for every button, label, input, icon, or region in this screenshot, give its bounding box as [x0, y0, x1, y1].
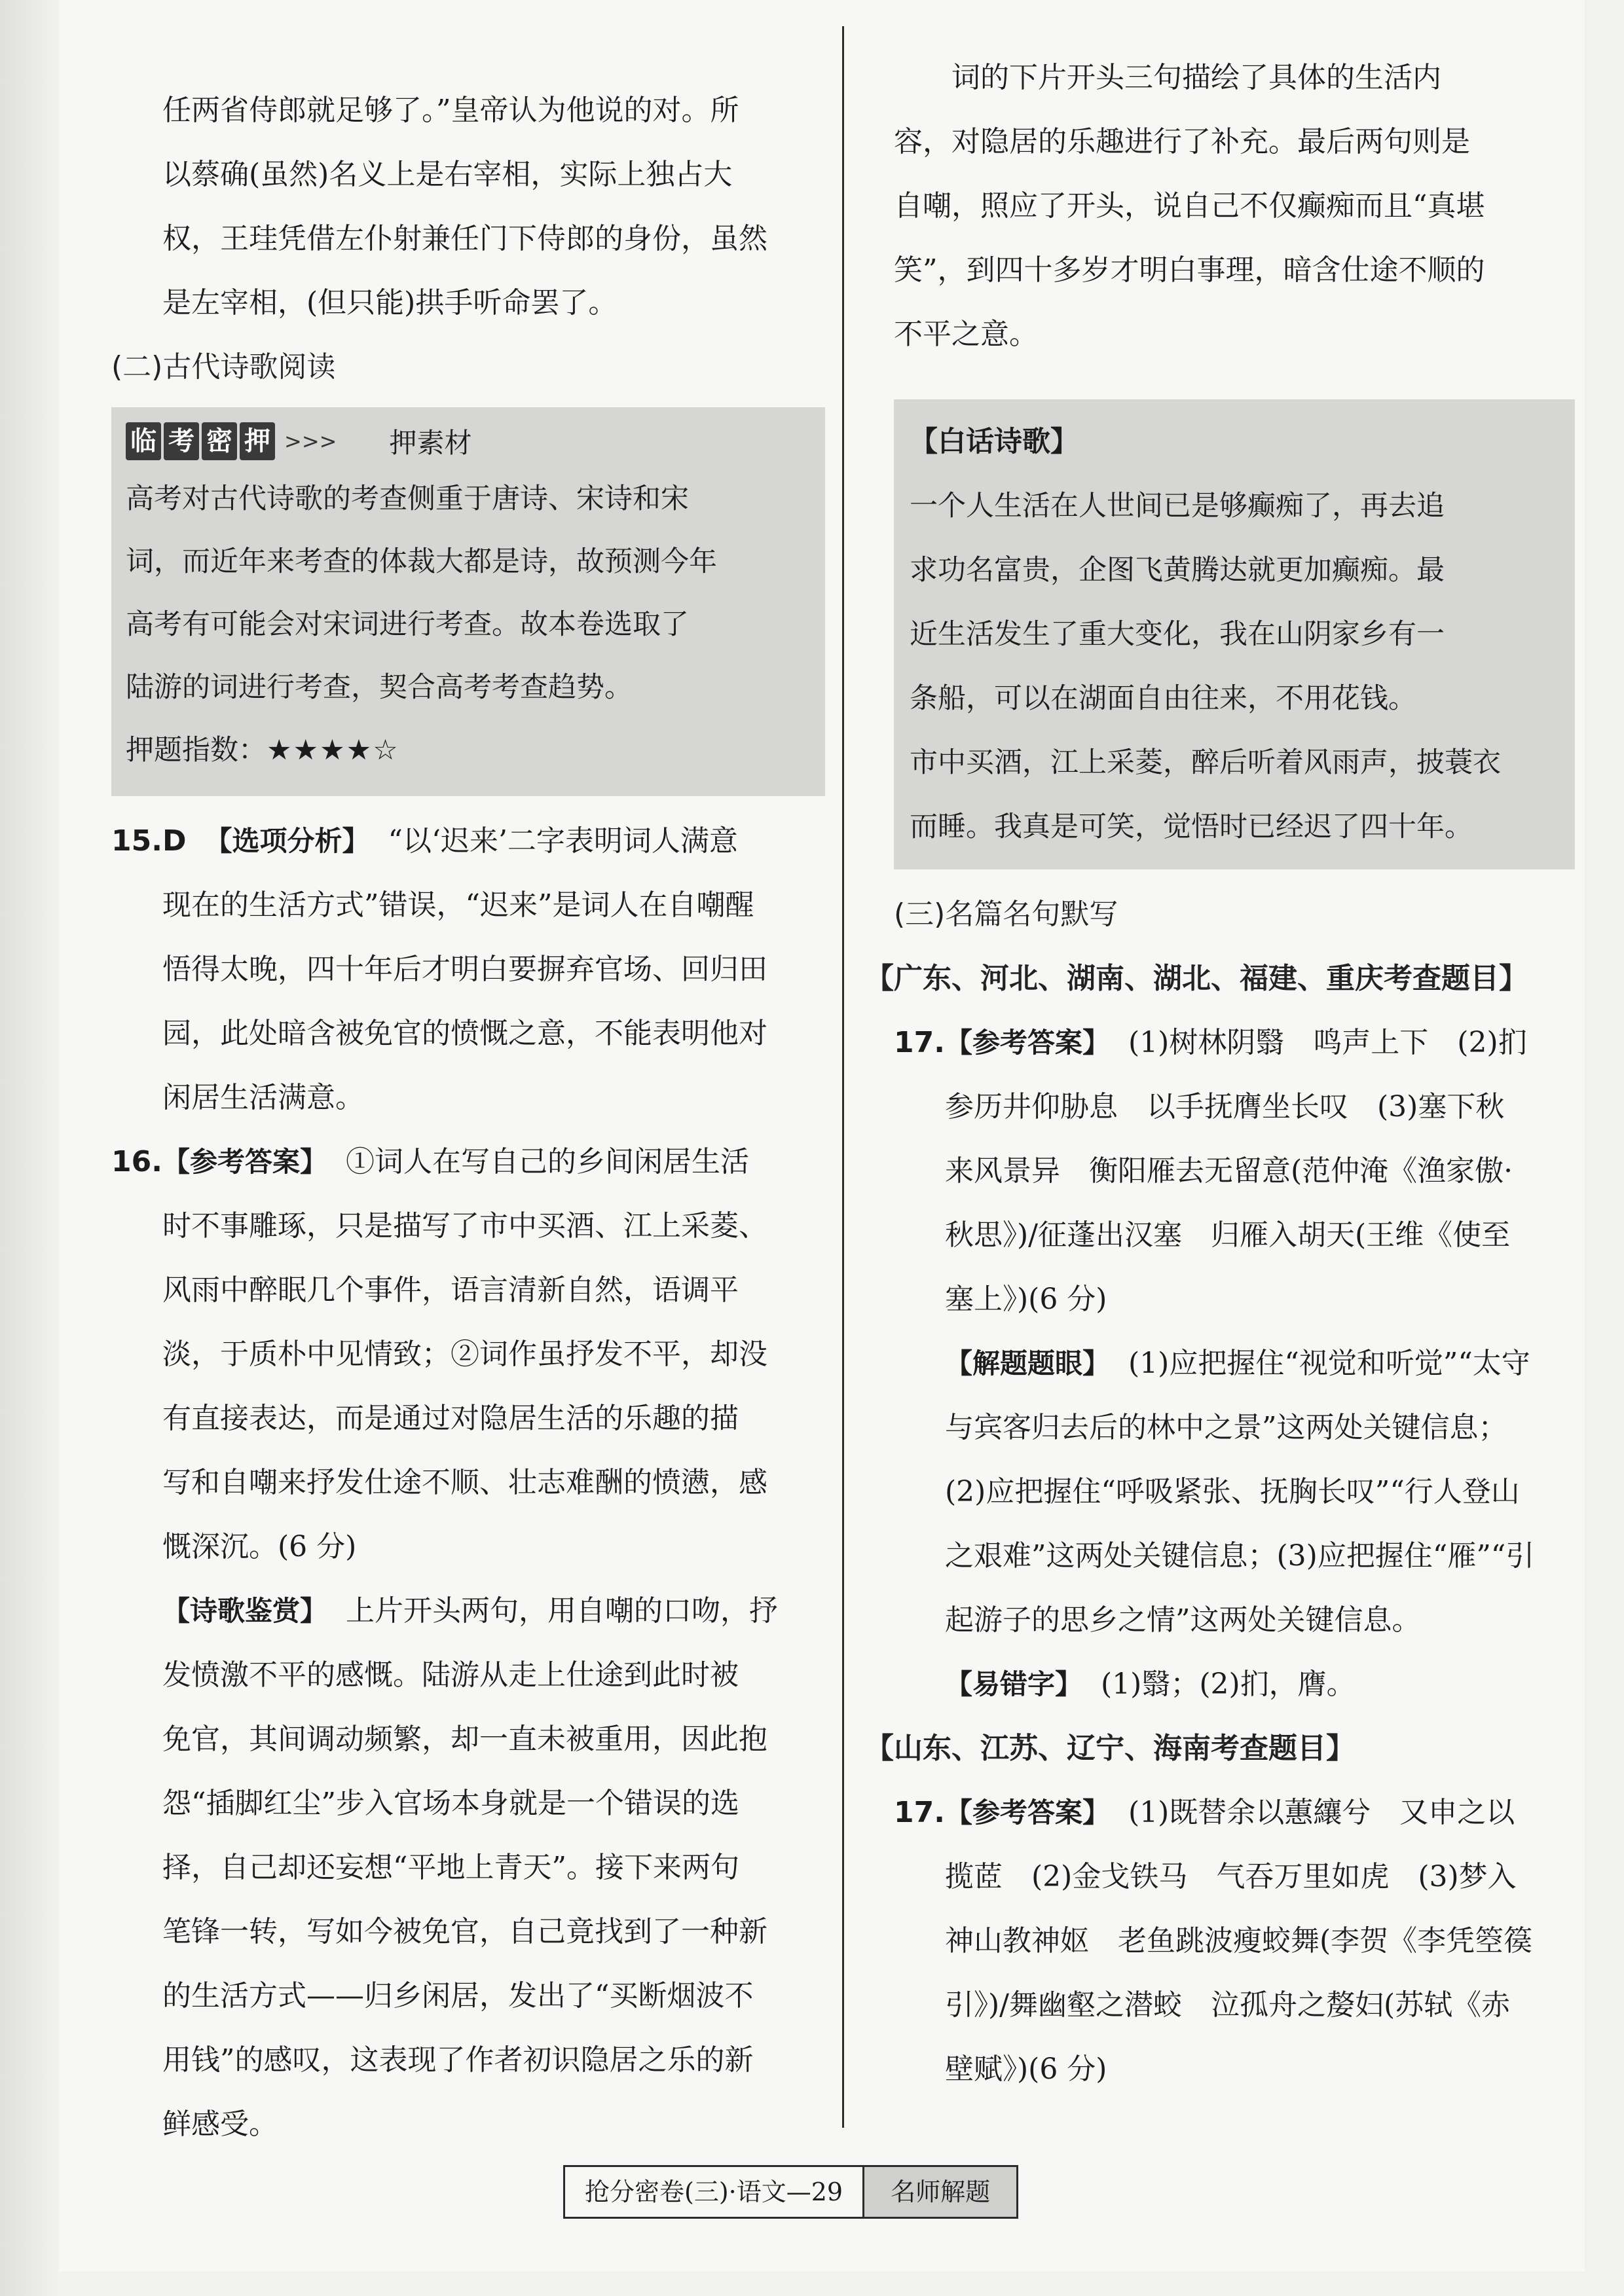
question-number: 16. — [111, 1145, 162, 1178]
text-line: 用钱”的感叹，这表现了作者初识隐居之乐的新 — [162, 2043, 754, 2077]
question-number: 17. — [894, 1026, 945, 1059]
text-line: 来风景异 衡阳雁去无留意(范仲淹《渔家傲· — [945, 1154, 1513, 1188]
text-line: 是左宰相，(但只能)拱手听命罢了。 — [162, 286, 618, 319]
text-line — [111, 809, 825, 873]
column-divider — [842, 26, 844, 2128]
question-17b — [894, 1781, 1575, 2102]
text-line: 悟得太晚，四十年后才明白要摒弃官场、回归田 — [162, 953, 767, 986]
text-line: 时不事雕琢，只是描写了市中买酒、江上采菱、 — [162, 1209, 767, 1243]
index-label: 押题指数： — [126, 734, 267, 767]
text-line: 与宾客归去后的林中之景”这两处关键信息； — [945, 1411, 1507, 1444]
text-line: 参历井仰胁息 以手抚膺坐长叹 (3)塞下秋 — [945, 1090, 1505, 1123]
text-line: 条船，可以在湖面自由往来，不用花钱。 — [910, 682, 1416, 715]
text-line: 秋思》)/征蓬出汉塞 归雁入胡天(王维《使至 — [945, 1218, 1511, 1252]
badge-char: 押 — [240, 422, 275, 460]
text-line: 容，对隐居的乐趣进行了补充。最后两句则是 — [894, 125, 1470, 158]
text-line: 引》)/舞幽壑之潜蛟 泣孤舟之嫠妇(苏轼《赤 — [945, 1988, 1511, 2022]
text-line: 高考有可能会对宋词进行考查。故本卷选取了 — [126, 608, 689, 641]
prediction-box-header — [126, 415, 811, 467]
text-line: 起游子的思乡之情”这两处关键信息。 — [945, 1603, 1421, 1637]
badge-char: 密 — [202, 422, 237, 460]
text-line: 神山教神妪 老鱼跳波瘦蛟舞(李贺《李凭箜篌 — [945, 1924, 1533, 1958]
text-line: 求功名富贵，企图飞黄腾达就更加癫痴。最 — [910, 554, 1445, 587]
text-line: 词，而近年来考查的体裁大都是诗，故预测今年 — [126, 545, 717, 578]
tag-reference-answer: 【参考答案】 — [944, 1796, 1110, 1829]
text-line: 市中买酒，江上采菱，醉后听着风雨声，披蓑衣 — [910, 746, 1501, 779]
text-fragment: (1)既替余以蕙纕兮 又申之以 — [1128, 1796, 1515, 1829]
page-footer — [563, 2165, 1018, 2219]
left-column — [111, 79, 825, 2157]
text-line: 壁赋》)(6 分) — [945, 2052, 1107, 2086]
text-line: 园，此处暗含被免官的愤慨之意，不能表明他对 — [162, 1017, 767, 1050]
text-line: 闲居生活满意。 — [162, 1081, 364, 1114]
text-line: 不平之意。 — [894, 318, 1038, 351]
text-fragment: (1)树林阴翳 鸣声上下 (2)扪 — [1128, 1026, 1527, 1059]
text-line: 笑”，到四十多岁才明白事理，暗含仕途不顺的 — [894, 253, 1485, 287]
right-continued-text — [894, 46, 1575, 367]
text-line: 写和自嘲来抒发仕途不顺、壮志难酬的愤懑，感 — [162, 1466, 767, 1499]
text-line: 近生活发生了重大变化，我在山阴家乡有一 — [910, 618, 1445, 651]
prediction-box — [111, 407, 825, 796]
arrows-icon: >>> — [284, 429, 337, 454]
star-rating: ★★★★☆ — [267, 734, 399, 767]
text-line: 高考对古代诗歌的考查侧重于唐诗、宋诗和宋 — [126, 483, 689, 515]
right-column — [865, 46, 1575, 2102]
text-line: 慨深沉。(6 分) — [162, 1530, 357, 1563]
text-line: 以蔡确(虽然)名义上是右宰相，实际上独占大 — [162, 158, 733, 191]
section-title-poetry: (二)古代诗歌阅读 — [111, 350, 336, 384]
text-line: 淡，于质朴中见情致；②词作虽抒发不平，却没 — [162, 1338, 767, 1371]
text-line: 自嘲，照应了开头，说自己不仅癫痴而且“真堪 — [894, 189, 1485, 223]
question-17a — [894, 1011, 1575, 1717]
vernacular-poem-box — [894, 399, 1575, 869]
question-number: 15. — [111, 824, 162, 858]
tag-reference-answer: 【参考答案】 — [162, 1146, 327, 1178]
tag-error-prone-chars: 【易错字】 — [945, 1668, 1083, 1700]
tag-option-analysis: 【选项分析】 — [204, 825, 370, 857]
text-line: 揽茝 (2)金戈铁马 气吞万里如虎 (3)梦入 — [945, 1860, 1517, 1893]
text-fragment: (1)应把握住“视觉和听觉”“太守 — [1128, 1347, 1530, 1380]
text-line: 有直接表达，而是通过对隐居生活的乐趣的描 — [162, 1402, 739, 1435]
region-group-title-1: 【广东、河北、湖南、湖北、福建、重庆考查题目】 — [865, 962, 1528, 995]
text-line — [894, 1781, 1575, 1845]
text-fragment: 上片开头两句，用自嘲的口吻，抒 — [346, 1594, 778, 1628]
question-16 — [111, 1130, 825, 2157]
footer-page-label: 抢分密卷(三)·语文—29 — [585, 2178, 843, 2206]
text-line: 鲜感受。 — [162, 2107, 278, 2141]
text-fragment: “以‘迟来’二字表明词人满意 — [388, 824, 738, 858]
text-line: 词的下片开头三句描绘了具体的生活内 — [951, 61, 1441, 94]
text-line — [111, 1130, 825, 1194]
text-line — [945, 1332, 1575, 1396]
text-line: 塞上》)(6 分) — [945, 1283, 1107, 1316]
question-15 — [111, 809, 825, 1130]
prediction-box-title: 押素材 — [389, 427, 472, 459]
region-group-title-2: 【山东、江苏、辽宁、海南考查题目】 — [865, 1732, 1355, 1765]
text-line: 而睡。我真是可笑，觉悟时已经迟了四十年。 — [910, 811, 1473, 843]
answer-letter: D — [162, 824, 187, 858]
text-line: 择，自己却还妄想“平地上青天”。接下来两句 — [162, 1851, 739, 1884]
badge-char: 临 — [126, 422, 161, 460]
text-line: (2)应把握住“呼吸紧张、抚胸长叹”“行人登山 — [945, 1475, 1520, 1508]
text-fragment: (1)翳；(2)扪，膺。 — [1101, 1667, 1356, 1701]
tag-solution-key: 【解题题眼】 — [945, 1347, 1111, 1379]
section-title-recitation: (三)名篇名句默写 — [894, 898, 1118, 931]
text-line: 权，王珪凭借左仆射兼任门下侍郎的身份，虽然 — [162, 222, 767, 255]
text-line: 一个人生活在人世间已是够癫痴了，再去追 — [910, 490, 1445, 522]
text-line — [945, 1652, 1575, 1717]
text-line: 陆游的词进行考查，契合高考考查趋势。 — [126, 671, 633, 704]
text-line: 笔锋一转，写如今被免官，自己竟找到了一种新 — [162, 1915, 767, 1948]
question-number: 17. — [894, 1796, 945, 1829]
text-line — [894, 1011, 1575, 1075]
prediction-index — [126, 719, 811, 782]
text-line — [162, 1579, 825, 1643]
text-line: 发愤激不平的感慨。陆游从走上仕途到此时被 — [162, 1658, 739, 1692]
left-continued-text — [111, 79, 825, 335]
footer-section-label: 名师解题 — [862, 2167, 1016, 2217]
text-line: 免官，其间调动频繁，却一直未被重用，因此抱 — [162, 1722, 767, 1756]
text-line: 怨“插脚红尘”步入官场本身就是一个错误的选 — [162, 1787, 739, 1820]
tag-vernacular-poem: 【白话诗歌】 — [910, 426, 1079, 458]
text-line: 风雨中醉眠几个事件，语言清新自然，语调平 — [162, 1273, 739, 1307]
text-line: 任两省侍郎就足够了。”皇帝认为他说的对。所 — [162, 94, 739, 127]
text-line: 的生活方式——归乡闲居，发出了“买断烟波不 — [162, 1979, 754, 2013]
badge — [126, 422, 278, 460]
text-fragment: ①词人在写自己的乡间闲居生活 — [345, 1145, 749, 1178]
text-line: 之艰难”这两处关键信息；(3)应把握住“雁”“引 — [945, 1539, 1535, 1573]
tag-reference-answer: 【参考答案】 — [944, 1027, 1110, 1059]
text-line: 现在的生活方式”错误，“迟来”是词人在自嘲醒 — [162, 888, 754, 922]
tag-poem-appreciation: 【诗歌鉴赏】 — [162, 1595, 328, 1627]
page-edge — [0, 0, 59, 2296]
badge-char: 考 — [164, 422, 199, 460]
